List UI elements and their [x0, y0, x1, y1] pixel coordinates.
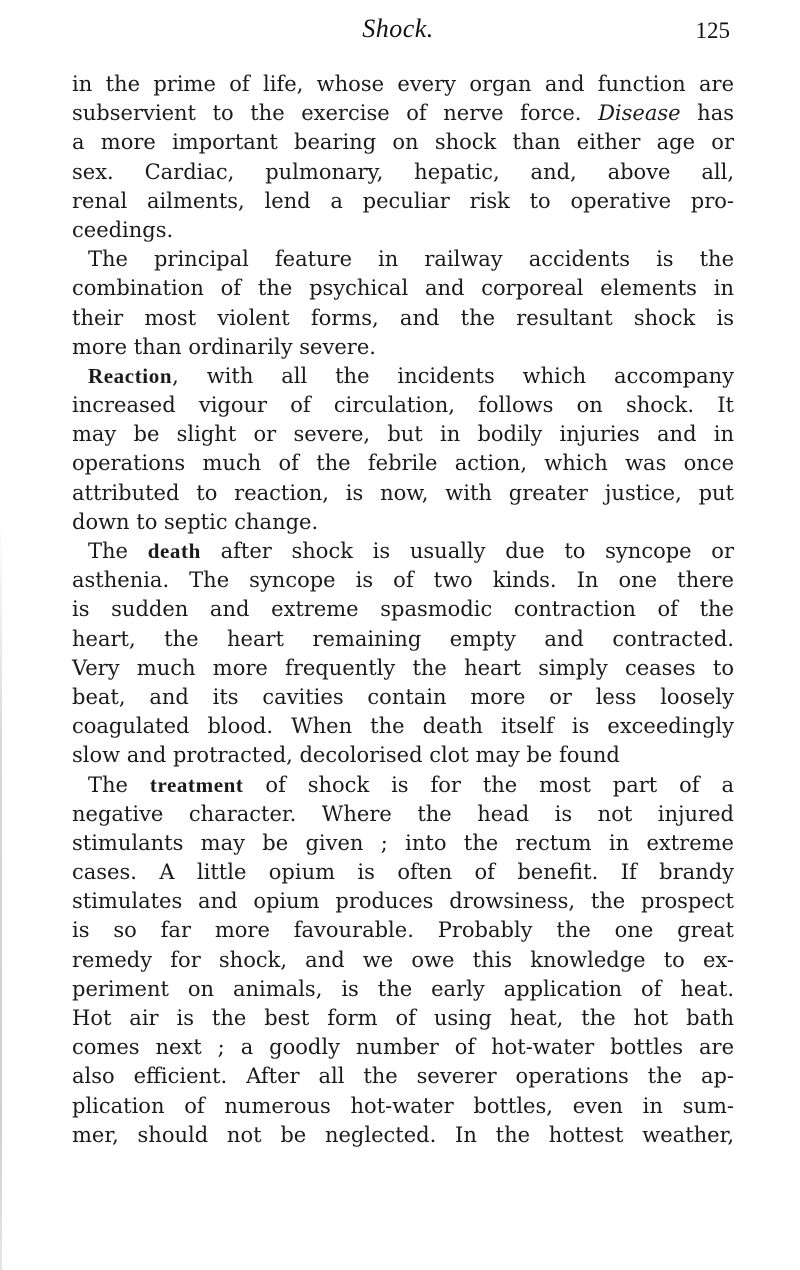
text-line: [72, 946, 734, 975]
text-segment: negative character. Where the head is not injured: [72, 801, 734, 826]
text-segment: coagulated blood. When the death itself is exceedingly: [72, 714, 734, 739]
text-line: [72, 975, 734, 1004]
text-line: [72, 712, 734, 741]
text-segment: The principal feature in railway accidents is the: [88, 247, 734, 272]
text-line: [72, 1092, 734, 1121]
text-segment: down to septic change.: [72, 509, 319, 534]
text-segment: comes next ; a goodly number of hot-water bottles are: [72, 1035, 734, 1060]
running-title: Shock.: [362, 14, 434, 43]
text-line: [72, 1121, 734, 1150]
text-line: [72, 479, 734, 508]
page-edge-shadow: [0, 520, 2, 1270]
text-line: [72, 1062, 734, 1091]
side-heading: death: [147, 539, 201, 563]
text-segment: subservient to the exercise of nerve force.: [72, 101, 599, 126]
text-segment: renal ailments, lend a peculiar risk to operative pro-: [72, 188, 734, 213]
text-line: [72, 333, 734, 362]
text-line: [72, 420, 734, 449]
text-segment: , with all the incidents which accompany: [172, 363, 734, 388]
text-segment: increased vigour of circulation, follows on shock. It: [72, 393, 734, 418]
text-segment: cases. A little opium is often of benefit. If brandy: [72, 860, 734, 885]
text-line: [72, 70, 734, 99]
text-segment: stimulates and opium produces drowsiness, the prospect: [72, 889, 734, 914]
side-heading: Reaction: [88, 363, 173, 388]
text-segment: in the prime of life, whose every organ and function are: [72, 72, 734, 96]
text-line: [72, 1033, 734, 1062]
text-segment: attributed to reaction, is now, with greater justice, put: [72, 480, 734, 505]
text-segment: Very much more frequently the heart simply ceases to: [72, 655, 734, 680]
page-number: 125: [695, 18, 730, 43]
text-segment: has: [680, 101, 734, 126]
text-segment: is so far more favourable. Probably the one great: [72, 918, 734, 943]
text-line: [72, 362, 734, 391]
text-line: [72, 508, 734, 537]
paragraph: [72, 537, 734, 771]
text-line: [72, 99, 734, 128]
text-line: [72, 1004, 734, 1033]
text-line: [72, 625, 734, 654]
running-head: [66, 14, 730, 54]
paragraph: [72, 70, 734, 245]
text-segment: also efficient. After all the severer operations the ap-: [72, 1064, 734, 1089]
text-segment: after shock is usually due to syncope or: [200, 539, 734, 563]
text-segment: asthenia. The syncope is of two kinds. In one there: [72, 568, 734, 593]
body-text: [72, 70, 734, 1150]
text-line: [72, 916, 734, 945]
text-segment: is sudden and extreme spasmodic contraction of the: [72, 597, 734, 622]
text-line: [72, 391, 734, 420]
text-segment: heart, the heart remaining empty and contracted.: [72, 626, 734, 651]
text-line: [72, 274, 734, 303]
text-segment: sex. Cardiac, pulmonary, hepatic, and, above all,: [72, 159, 734, 184]
text-segment: mer, should not be neglected. In the hottest weather,: [72, 1122, 734, 1147]
text-line: [72, 829, 734, 858]
text-segment: stimulants may be given ; into the rectum in extreme: [72, 830, 734, 855]
text-segment: The: [88, 539, 148, 563]
text-line: [72, 771, 734, 800]
text-segment: their most violent forms, and the resultant shock is: [72, 305, 734, 330]
text-segment: slow and protracted, decolorised clot may be found: [72, 743, 620, 768]
text-line: [72, 566, 734, 595]
text-line: [72, 683, 734, 712]
text-segment: beat, and its cavities contain more or less loosely: [72, 684, 734, 709]
text-line: [72, 858, 734, 887]
text-line: [72, 187, 734, 216]
text-line: [72, 595, 734, 624]
text-segment: Hot air is the best form of using heat, the hot bath: [72, 1006, 734, 1030]
text-line: [72, 128, 734, 157]
text-line: [72, 304, 734, 333]
text-segment: more than ordinarily severe.: [72, 334, 376, 359]
text-segment: operations much of the febrile action, which was once: [72, 451, 734, 476]
text-segment: combination of the psychical and corporeal elements in: [72, 276, 734, 301]
text-line: [72, 449, 734, 478]
paragraph: [72, 362, 734, 537]
text-segment: ceedings.: [72, 217, 174, 242]
text-line: [72, 158, 734, 187]
side-heading: treatment: [149, 772, 244, 797]
italic-term: Disease: [598, 101, 681, 126]
text-segment: a more important bearing on shock than either age or: [72, 130, 734, 155]
text-segment: may be slight or severe, but in bodily injuries and in: [72, 422, 734, 447]
text-segment: periment on animals, is the early application of heat.: [72, 976, 734, 1001]
text-line: [72, 741, 734, 770]
text-segment: The: [88, 772, 150, 797]
text-line: [72, 654, 734, 683]
text-line: [72, 887, 734, 916]
text-segment: of shock is for the most part of a: [243, 772, 734, 797]
paragraph: [72, 245, 734, 362]
paragraph: [72, 771, 734, 1150]
text-line: [72, 216, 734, 245]
text-line: [72, 800, 734, 829]
text-segment: plication of numerous hot-water bottles, even in sum-: [72, 1093, 734, 1118]
text-line: [72, 537, 734, 566]
text-segment: remedy for shock, and we owe this knowledge to ex-: [72, 947, 734, 972]
text-line: [72, 245, 734, 274]
